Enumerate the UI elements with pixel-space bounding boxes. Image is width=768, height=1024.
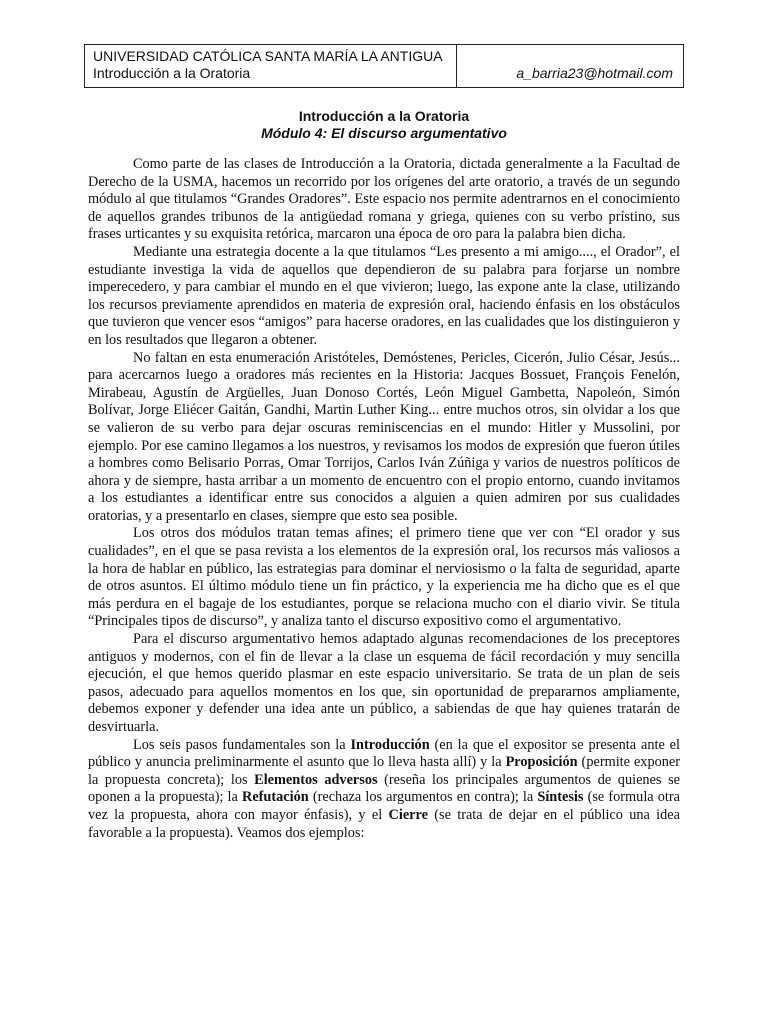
paragraph-steps xyxy=(88,737,680,843)
paragraph: Como parte de las clases de Introducción a la Oratoria, dictada generalmente a la Facultad de Derecho de la USMA, hacemos un recorrido por los orígenes del arte oratorio, a través de un segundo módulo al que titulamos “Grandes Oradores”. Este espacio nos permite adentrarnos en el conocimiento de aquellos grandes tribunos de la antigüedad romana y griega, quienes con su verbo prístino, sus frases urticantes y su exquisita retórica, marcaron una época de oro para la palabra bien dicha. xyxy=(88,156,680,243)
paragraph: Para el discurso argumentativo hemos adaptado algunas recomendaciones de los preceptores antiguos y modernos, con el fin de llevar a la clase un esquema de fácil recordación y muy sencilla ejecución, el que hemos querido plasmar en este espacio universitario. Se trata de un plan de seis pasos, adecuado para aquellos momentos en los que, sin oportunidad de prepararnos ampliamente, debemos exponer y defender una idea ante un público, a sabiendas de que hay quienes tratarán de desvirtuarla. xyxy=(88,631,680,735)
step-sintesis: Síntesis xyxy=(537,789,584,806)
text-run: (se trata de dejar en el público una idea favorable a la propuesta). Veamos dos ejemplos: xyxy=(88,806,680,841)
text-run: (en la que el expositor se presenta ante el público y anuncia preliminarmente el asunto que lo lleva hasta allí) y la xyxy=(88,736,680,771)
step-elementos-adversos: Elementos adversos xyxy=(254,771,378,788)
document-title: Introducción a la Oratoria xyxy=(298,108,470,124)
paragraph: No faltan en esta enumeración Aristóteles, Demóstenes, Pericles, Cicerón, Julio César, Jesús... para acercarnos luego a oradores más recientes en la Historia: Jacques Bossuet, François Fenelón, Mirabeau, Agustín de Argüelles, Juan Donoso Cortés, León Miguel Gambetta, Napoleón, Simón Bolívar, Jorge Eliécer Gaitán, Gandhi, Martin Luther King... entre muchos otros, sin olvidar a los que se valieron de su verbo para dejar oscuras reminiscencias en el mundo: Hitler y Mussolini, por ejemplo. Por ese camino llegamos a los nuestros, y revisamos los modos de expresión que fueron útiles a hombres como Belisario Porras, Omar Torrijos, Carlos Iván Zúñiga y varios de nuestros políticos de ahora y de siempre, hasta arribar a un momento de encuentro con el propio entorno, cuando invitamos a los estudiantes a identificar entre sus conocidos a alguien a quien admiren por sus cualidades oratorias, y a presentarlo en clases, siempre que esto sea posible. xyxy=(88,349,680,524)
step-refutacion: Refutación xyxy=(242,789,309,806)
document-body xyxy=(88,156,680,842)
text-run: (permite exponer la propuesta concreta); los xyxy=(88,754,680,788)
text-run: (rechaza los argumentos en contra); la xyxy=(308,789,538,806)
header-left-cell xyxy=(85,45,457,87)
step-introduccion: Introducción xyxy=(350,736,430,753)
paragraph: Mediante una estrategia docente a la que titulamos “Les presento a mi amigo...., el Orador”, el estudiante investiga la vida de aquellos que dependieron de su palabra para forjarse un nombre imperecedero, y para cambiar el mundo en el que vivieron; luego, las expone ante la clase, utilizando los recursos previamente aprendidos en materia de expresión oral, haciendo énfasis en los obstáculos que tuvieron que vencer esos “amigos” para hacerse oradores, en las cualidades que los distinguieron y en los resultados que llegaron a obtener. xyxy=(88,243,680,348)
author-email: a_barria23@hotmail.com xyxy=(516,65,673,81)
text-run: (reseña los principales argumentos de quienes se oponen a la propuesta); la xyxy=(88,771,680,806)
text-run: Los seis pasos fundamentales son la xyxy=(133,736,351,753)
title-block xyxy=(0,108,768,142)
university-name: UNIVERSIDAD CATÓLICA SANTA MARÍA LA ANTIGUA xyxy=(93,48,443,64)
document-subtitle: Módulo 4: El discurso argumentativo xyxy=(261,125,507,141)
paragraph: Los otros dos módulos tratan temas afines; el primero tiene que ver con “El orador y sus cualidades”, en el que se pasa revista a los elementos de la expresión oral, los recursos más valiosos a la hora de hablar en público, las estrategias para dominar el nerviosismo o la falta de seguridad, aparte de otros asuntos. El último módulo tiene un fin práctico, y la experiencia me ha dicho que es el que más perdura en el bagaje de los estudiantes, porque se relaciona mucho con el diario vivir. Se titula “Principales tipos de discurso”, y analiza tanto el discurso expositivo como el argumentativo. xyxy=(88,525,680,630)
text-run: (se formula otra vez la propuesta, ahora con mayor énfasis), y el xyxy=(88,789,680,823)
step-proposicion: Proposición xyxy=(505,754,578,771)
step-cierre: Cierre xyxy=(388,806,428,823)
course-name: Introducción a la Oratoria xyxy=(93,65,251,81)
document-header xyxy=(84,44,684,88)
header-right-cell xyxy=(457,45,683,87)
